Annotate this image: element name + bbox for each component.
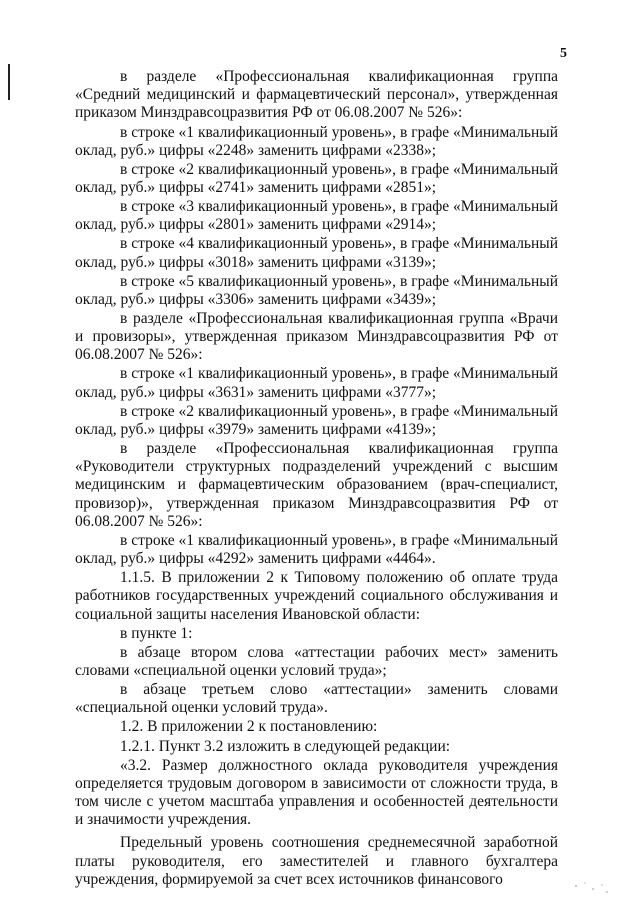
paragraph: в строке «2 квалификационный уровень», в графе «Минимальный оклад, руб.» цифры «2741» заменить цифрами «2851»; [75,160,558,196]
paragraph: в строке «1 квалификационный уровень», в графе «Минимальный оклад, руб.» цифры «2248» заменить цифрами «2338»; [75,123,558,159]
paragraph: в строке «5 квалификационный уровень», в графе «Минимальный оклад, руб.» цифры «3306» заменить цифрами «3439»; [75,272,558,308]
paragraph: в строке «3 квалификационный уровень», в графе «Минимальный оклад, руб.» цифры «2801» заменить цифрами «2914»; [75,198,558,234]
paragraph: в разделе «Профессиональная квалификационная группа «Средний медицинский и фармацевтический персонал», утвержденная приказом Минздравсоцразвития РФ от 06.08.2007 № 526»: [75,68,558,122]
paragraph: в строке «4 квалификационный уровень», в графе «Минимальный оклад, руб.» цифры «3018» заменить цифрами «3139»; [75,235,558,271]
paragraph: в строке «1 квалификационный уровень», в графе «Минимальный оклад, руб.» цифры «3631» заменить цифрами «3777»; [75,365,558,401]
paragraph: в строке «2 квалификационный уровень», в графе «Минимальный оклад, руб.» цифры «3979» заменить цифрами «4139»; [75,402,558,438]
speck [592,888,593,889]
speck [601,884,602,885]
paragraph: в пункте 1: [120,624,193,642]
paragraph: в разделе «Профессиональная квалификационная группа «Руководители структурных подразделений учреждений с высшим медицинским и фармацевтическим образованием (врач-специалист, провизор)», утвержденная приказом Минздравсоцразвития РФ от 06.08.2007 № 526»: [75,440,558,530]
paragraph: «3.2. Размер должностного оклада руководителя учреждения определяется трудовым договором в зависимости от сложности труда, в том числе с учетом масштаба управления и особенностей деятельности и значимости учреждения. [75,756,558,829]
document-body [75,68,558,889]
paragraph: 1.1.5. В приложении 2 к Типовому положению об оплате труда работников государственных учреждений социального обслуживания и социальной защиты населения Ивановской области: [75,569,558,623]
paragraph: в разделе «Профессиональная квалификационная группа «Врачи и провизоры», утвержденная приказом Минздравсоцразвития РФ от 06.08.2007 № 526»: [75,309,558,364]
scan-specks [572,880,612,898]
paragraph: в строке «1 квалификационный уровень», в графе «Минимальный оклад, руб.» цифры «4292» заменить цифрами «4464». [75,531,558,568]
paragraph: в абзаце третьем слово «аттестации» заменить словами «специальной оценки условий труда». [75,681,558,717]
paragraph: 1.2. В приложении 2 к постановлению: [120,718,378,736]
paragraph: 1.2.1. Пункт 3.2 изложить в следующей редакции: [120,737,451,755]
speck [606,891,607,892]
page-number: 5 [560,46,567,61]
margin-mark [8,64,10,100]
speck [584,882,585,883]
paragraph: Предельный уровень соотношения среднемесячной заработной платы руководителя, его заместителей и главного бухгалтера учреждения, формируемой за счет всех источников финансового [75,834,558,888]
speck [575,885,577,887]
paragraph: в абзаце втором слова «аттестации рабочих мест» заменить словами «специальной оценки условий труда»; [75,643,558,680]
